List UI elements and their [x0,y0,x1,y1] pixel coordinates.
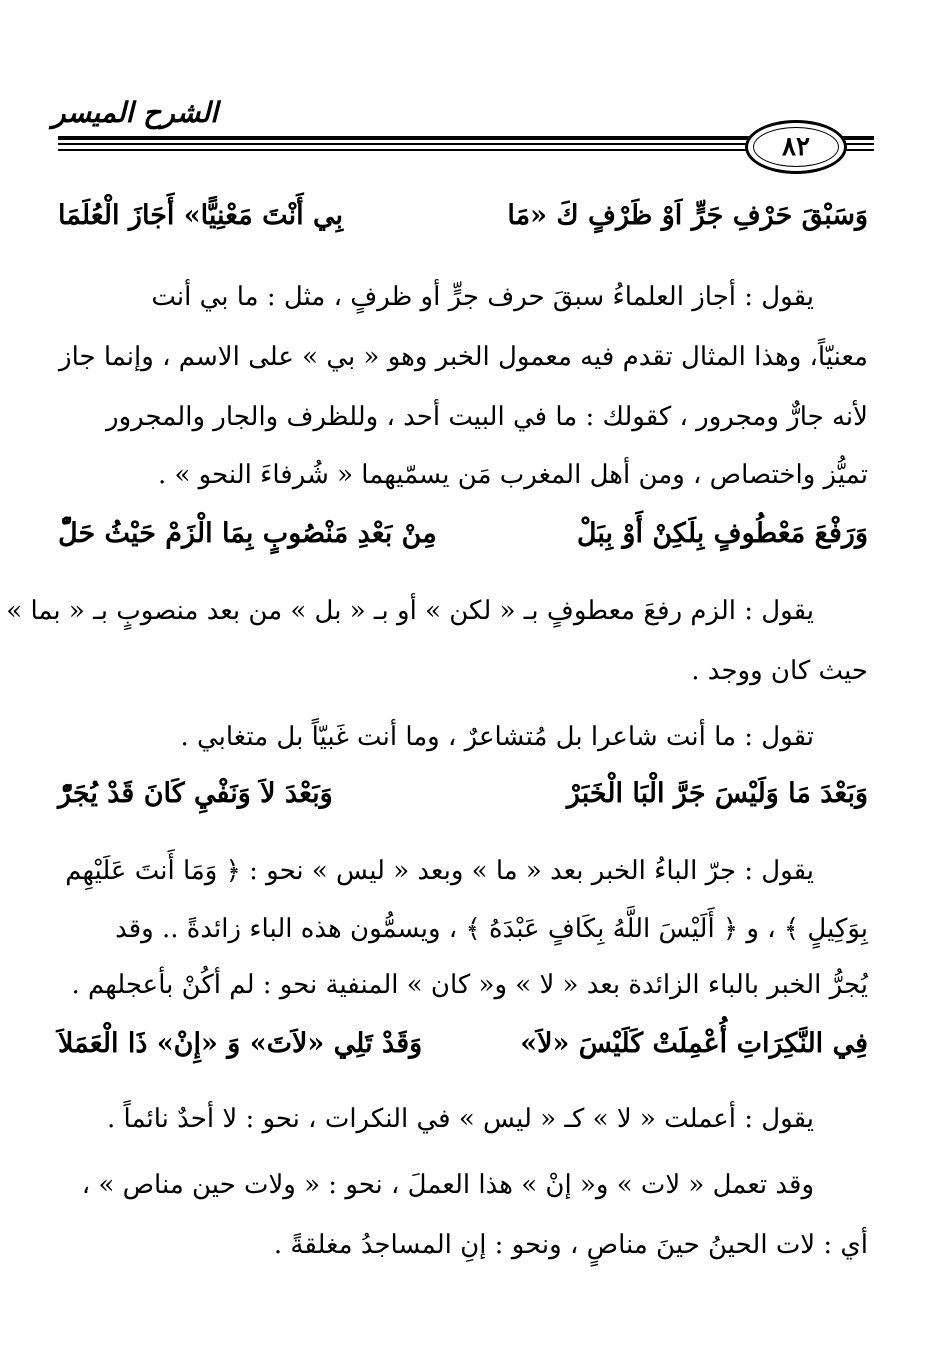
paragraph-1-line-3: لأنه جارٌّ ومجرور ، كقولك : ما في البيت أحد ، وللظرف والجار والمجرور [106,402,868,432]
paragraph-1-line-1: يقول : أجاز العلماءُ سبقَ حرف جرٍّ أو ظرفٍ ، مثل : ما بي أنت [151,282,814,312]
page-number: ٨٢ [753,127,839,167]
paragraph-6-line-1: وقد تعمل « لات » و« إنْ » هذا العملَ ، نحو : « ولات حين مناص » ، [81,1170,814,1200]
verse-1-left-hemistich: بِي أَنْتَ مَعْنِيًّا» أَجَازَ الْعُلَمَا [58,200,344,231]
verse-2-right-hemistich: وَرَفْعَ مَعْطُوفٍ بِلَكِنْ أَوْ بِبَلْ [576,518,868,549]
verse-3-right-hemistich: وَبَعْدَ مَا وَلَيْسَ جَرَّ الْبَا الْخَبَرْ [566,778,868,809]
paragraph-3-line-1: تقول : ما أنت شاعرا بل مُتشاعرٌ ، وما أنت غَبيّاً بل متغابي . [180,722,814,752]
verse-4-right-hemistich: فِي النَّكِرَاتِ أُعْمِلَتْ كَلَيْسَ «لاَ» [520,1028,868,1059]
verse-2-left-hemistich: مِنْ بَعْدِ مَنْصُوبٍ بِمَا الْزَمْ حَيْثُ حَلّْ [58,518,437,549]
running-header-title: الشرح الميسر [52,96,218,129]
paragraph-6-line-2: أي : لات الحينُ حينَ مناصٍ ، ونحو : إنِ المساجدُ مغلقةً . [273,1230,868,1260]
verse-3-left-hemistich: وَبَعْدَ لاَ وَنَفْيِ كَانَ قَدْ يُجَرّْ [58,778,333,809]
paragraph-2-line-2: حيث كان ووجد . [691,656,868,686]
verse-4-left-hemistich: وَقَدْ تَلِي «لاَتَ» وَ «إِنْ» ذَا الْعَمَلاَ [58,1028,423,1059]
verse-1-right-hemistich: وَسَبْقَ حَرْفِ جَرٍّ اَوْ ظَرْفٍ كَ «مَا [507,200,868,231]
paragraph-4-line-1: يقول : جرّ الباءُ الخبر بعد « ما » وبعد « ليس » نحو : ﴿ وَمَا أَنتَ عَلَيْهِم [65,856,814,886]
paragraph-5-line-1: يقول : أعملت « لا » كـ « ليس » في النكرات ، نحو : لا أحدٌ نائماً . [107,1104,814,1134]
paragraph-2-line-1: يقول : الزم رفعَ معطوفٍ بـ « لكن » أو بـ « بل » من بعد منصوبٍ بـ « بما » [6,596,814,626]
paragraph-1-line-2: معنيّاً، وهذا المثال تقدم فيه معمول الخبر وهو « بي » على الاسم ، وإنما جاز [59,342,868,372]
page-number-oval [745,120,847,174]
paragraph-4-line-2: بِوَكِيلٍ ﴾ ، و ﴿ أَلَيْسَ اللَّهُ بِكَافٍ عَبْدَهُ ﴾ ، ويسمُّون هذه الباء زائدةً .. وقد [115,914,868,944]
paragraph-4-line-3: يُجرُّ الخبر بالباء الزائدة بعد « لا » و« كان » المنفية نحو : لم أكُنْ بأعجلهم . [71,970,868,1000]
paragraph-1-line-4: تميُّز واختصاص ، ومن أهل المغرب مَن يسمّيهما « شُرفاءَ النحو » . [157,460,868,490]
